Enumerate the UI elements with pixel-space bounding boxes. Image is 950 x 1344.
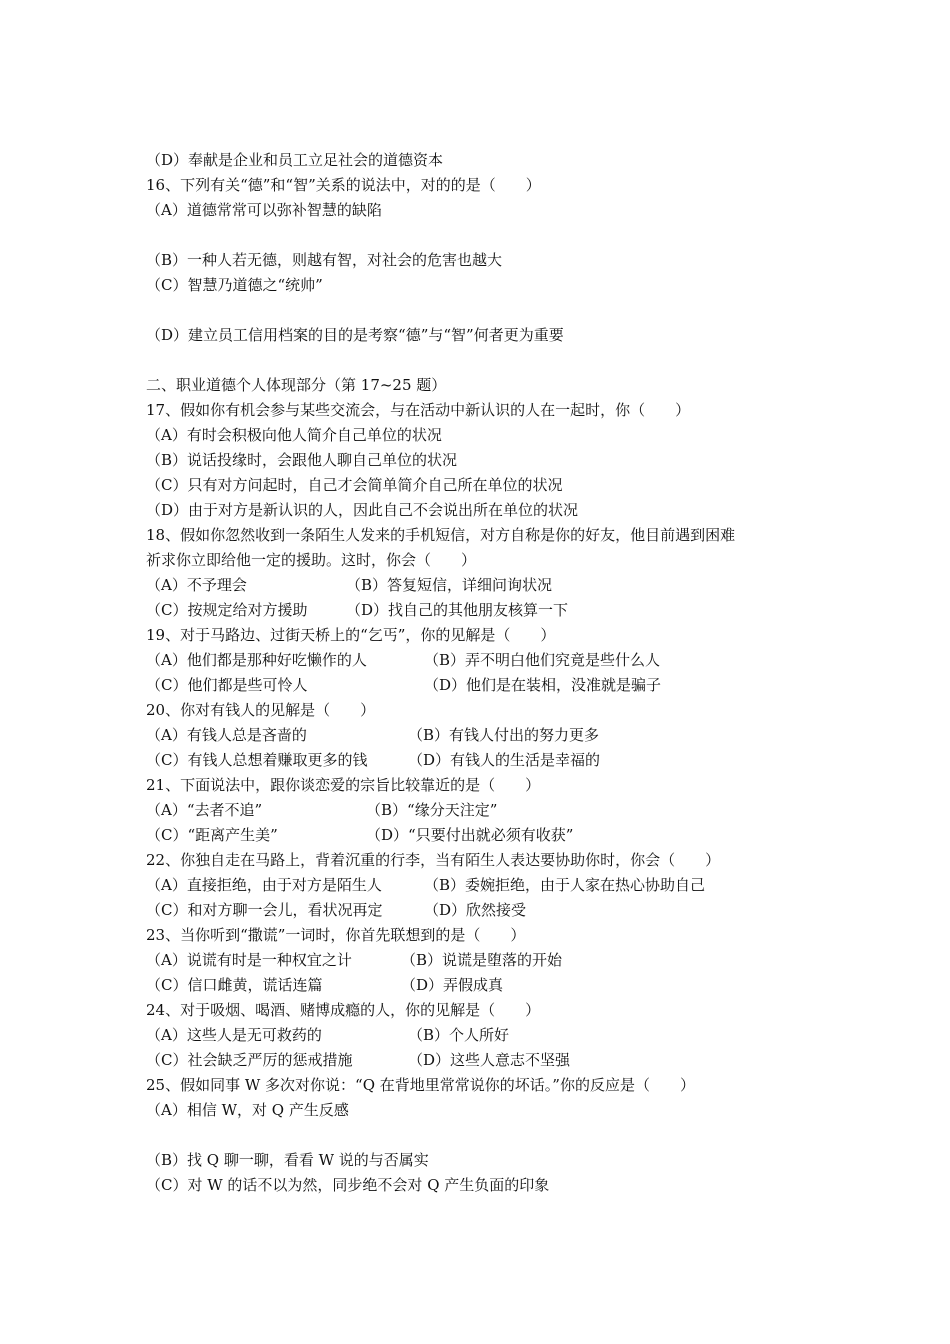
option-a: （A）相信 W，对 Q 产生反感 <box>146 1101 349 1119</box>
option-b: （B）“缘分天注定” <box>366 801 498 819</box>
option-d: （D）由于对方是新认识的人，因此自己不会说出所在单位的状况 <box>146 501 579 519</box>
question-18: 18、假如你忽然收到一条陌生人发来的手机短信，对方自称是你的好友，他目前遇到困难 <box>146 526 736 544</box>
options-row <box>146 748 826 773</box>
option-d: （D）建立员工信用档案的目的是考察“德”与“智”何者更为重要 <box>146 326 564 344</box>
option-a: （A）不予理会 <box>146 576 247 594</box>
option-a: （A）“去者不追” <box>146 801 263 819</box>
options-row <box>146 673 826 698</box>
option-b: （B）个人所好 <box>408 1026 510 1044</box>
question-21: 21、下面说法中，跟你谈恋爱的宗旨比较靠近的是（ ） <box>146 776 541 794</box>
option-d: （D）这些人意志不坚强 <box>408 1051 571 1069</box>
options-row <box>146 823 826 848</box>
options-row <box>146 898 826 923</box>
question-17: 17、假如你有机会参与某些交流会，与在活动中新认识的人在一起时，你（ ） <box>146 401 691 419</box>
option-c: （C）有钱人总想着赚取更多的钱 <box>146 751 368 769</box>
option-d: （D）找自己的其他朋友核算一下 <box>346 601 569 619</box>
option-d: （D）“只要付出就必须有收获” <box>366 826 574 844</box>
question-18-cont: 祈求你立即给他一定的援助。这时，你会（ ） <box>146 551 477 569</box>
options-row <box>146 1048 826 1073</box>
option-b: （B）一种人若无德，则越有智，对社会的危害也越大 <box>146 251 503 269</box>
option-d: （D）有钱人的生活是幸福的 <box>408 751 601 769</box>
option-a: （A）这些人是无可救药的 <box>146 1026 322 1044</box>
option-c: （C）对 W 的话不以为然，同步绝不会对 Q 产生负面的印象 <box>146 1176 550 1194</box>
question-20: 20、你对有钱人的见解是（ ） <box>146 701 376 719</box>
options-row <box>146 648 826 673</box>
option-c: （C）和对方聊一会儿，看状况再定 <box>146 901 383 919</box>
option-b: （B）答复短信，详细问询状况 <box>346 576 553 594</box>
options-row <box>146 948 826 973</box>
options-row <box>146 573 826 598</box>
options-row <box>146 723 826 748</box>
option-d: （D）他们是在装相，没准就是骗子 <box>424 676 662 694</box>
option-c: （C）智慧乃道德之“统帅” <box>146 276 323 294</box>
option-c: （C）他们都是些可怜人 <box>146 676 308 694</box>
option-c: （C）“距离产生美” <box>146 826 278 844</box>
option-b: （B）有钱人付出的努力更多 <box>408 726 600 744</box>
document-page <box>146 148 826 1198</box>
option-d: （D）弄假成真 <box>401 976 504 994</box>
options-row <box>146 798 826 823</box>
question-19: 19、对于马路边、过街天桥上的“乞丐”，你的见解是（ ） <box>146 626 556 644</box>
option-a: （A）说谎有时是一种权宜之计 <box>146 951 352 969</box>
option-b: （B）委婉拒绝，由于人家在热心协助自己 <box>424 876 706 894</box>
options-row <box>146 873 826 898</box>
question-24: 24、对于吸烟、喝酒、赌博成瘾的人，你的见解是（ ） <box>146 1001 541 1019</box>
option-a: （A）直接拒绝，由于对方是陌生人 <box>146 876 382 894</box>
option-b: （B）说谎是堕落的开始 <box>401 951 563 969</box>
option-b: （B）说话投缘时，会跟他人聊自己单位的状况 <box>146 451 458 469</box>
question-22: 22、你独自走在马路上，背着沉重的行李，当有陌生人表达要协助你时，你会（ ） <box>146 851 721 869</box>
option-c: （C）社会缺乏严厉的惩戒措施 <box>146 1051 353 1069</box>
option-c: （C）按规定给对方援助 <box>146 601 308 619</box>
option-a: （A）有钱人总是吝啬的 <box>146 726 307 744</box>
option-d: （D）欣然接受 <box>424 901 527 919</box>
question-16: 16、下列有关“德”和“智”关系的说法中，对的的是（ ） <box>146 176 541 194</box>
question-25: 25、假如同事 W 多次对你说：“Q 在背地里常常说你的坏话。”你的反应是（ ） <box>146 1076 695 1094</box>
option-c: （C）只有对方问起时，自己才会简单简介自己所在单位的状况 <box>146 476 563 494</box>
option-a: （A）有时会积极向他人简介自己单位的状况 <box>146 426 442 444</box>
option-b: （B）找 Q 聊一聊，看看 W 说的与否属实 <box>146 1151 429 1169</box>
question-23: 23、当你听到“撒谎”一词时，你首先联想到的是（ ） <box>146 926 526 944</box>
section-heading: 二、职业道德个人体现部分（第 17~25 题） <box>146 376 447 394</box>
options-row <box>146 1023 826 1048</box>
option-b: （B）弄不明白他们究竟是些什么人 <box>424 651 661 669</box>
options-row <box>146 973 826 998</box>
option-c: （C）信口雌黄，谎话连篇 <box>146 976 323 994</box>
option-a: （A）道德常常可以弥补智慧的缺陷 <box>146 201 382 219</box>
option-a: （A）他们都是那种好吃懒作的人 <box>146 651 367 669</box>
option-d: （D）奉献是企业和员工立足社会的道德资本 <box>146 151 444 169</box>
options-row <box>146 598 826 623</box>
